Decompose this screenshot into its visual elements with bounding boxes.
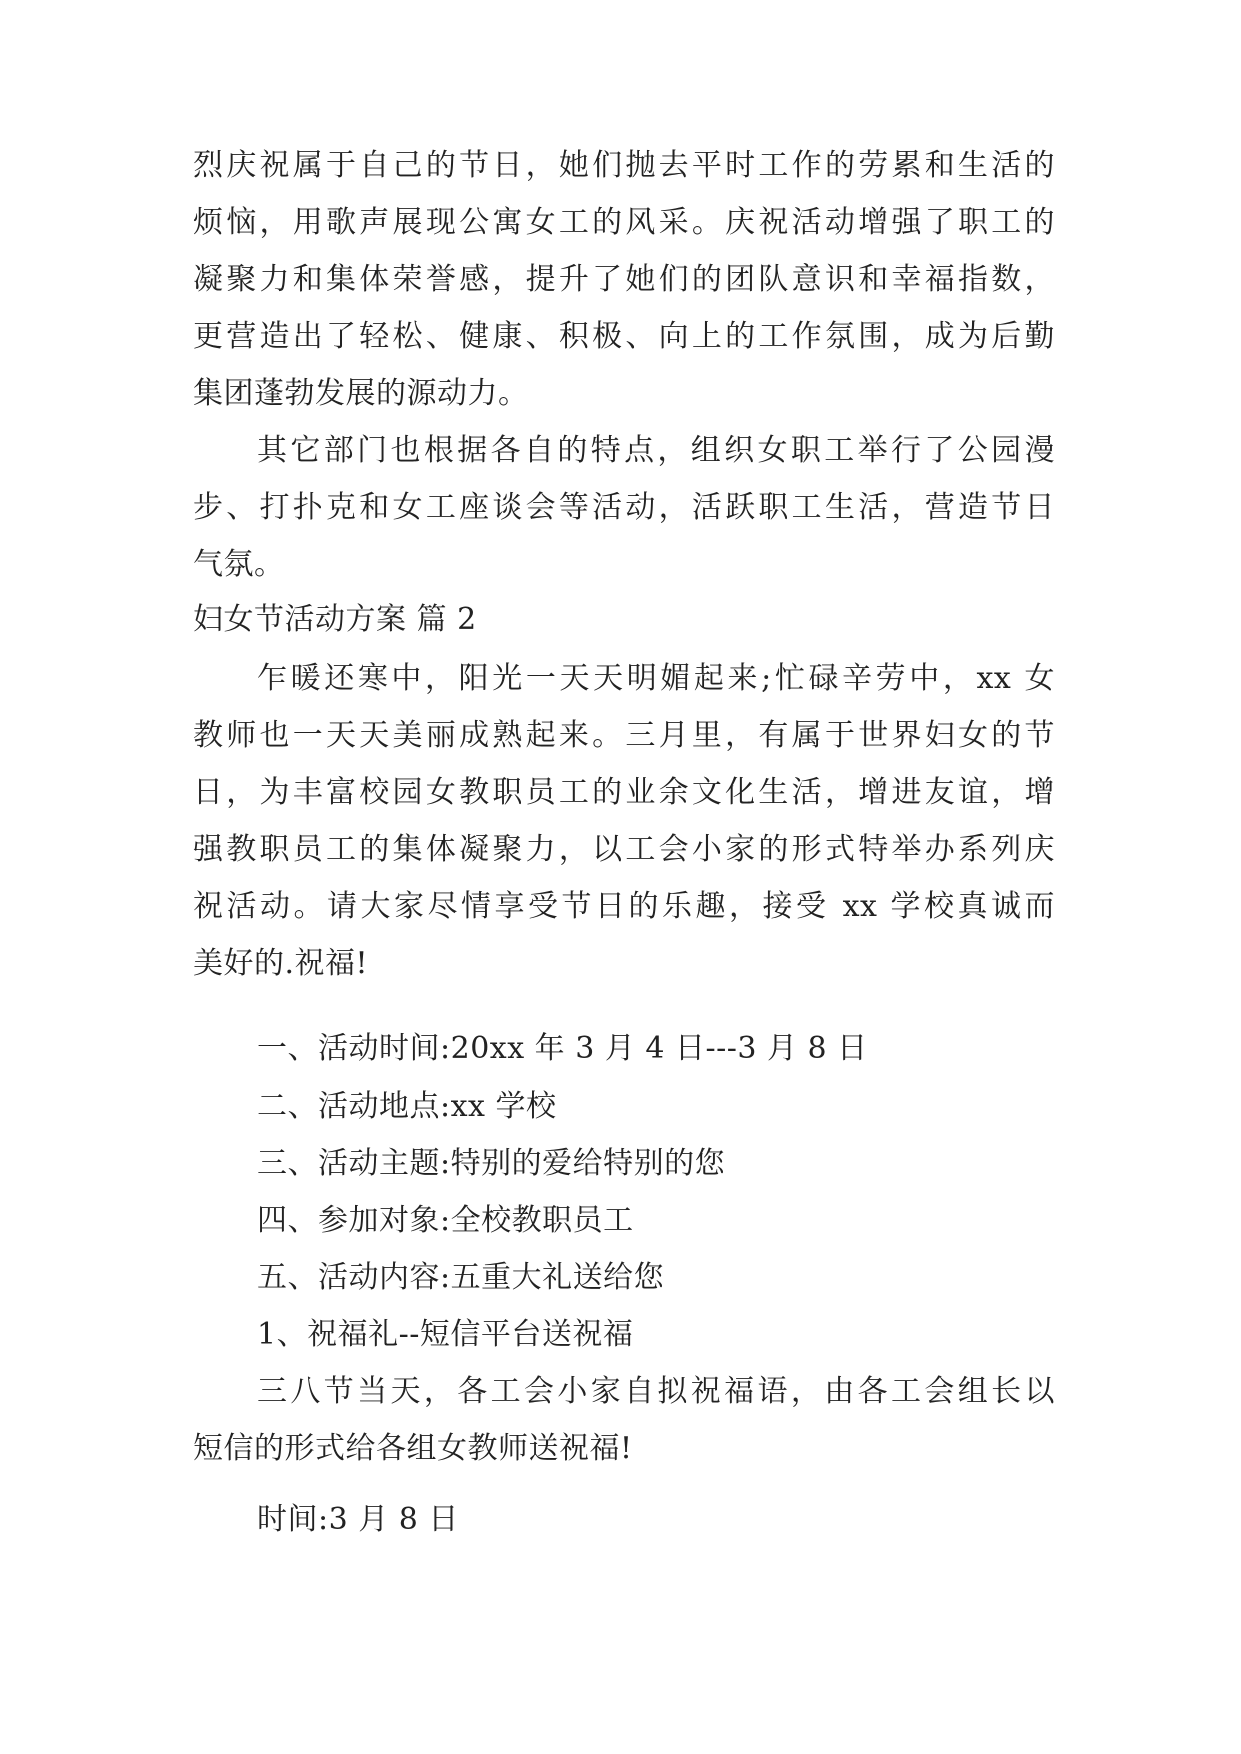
activity-item: 一、活动时间:20xx 年 3 月 4 日---3 月 8 日 xyxy=(257,1031,868,1066)
activity-item: 五、活动内容:五重大礼送给您 xyxy=(257,1260,665,1295)
paragraph-line: 日，为丰富校园女教职员工的业余文化生活，增进友谊，增 xyxy=(193,775,1055,810)
paragraph-line: 教师也一天天美丽成熟起来。三月里，有属于世界妇女的节 xyxy=(193,718,1055,753)
paragraph-line: 气氛。 xyxy=(193,547,285,582)
paragraph-line: 短信的形式给各组女教师送祝福! xyxy=(193,1431,633,1466)
paragraph-line: 祝活动。请大家尽情享受节日的乐趣，接受 xx 学校真诚而 xyxy=(193,889,1055,924)
paragraph-line: 烈庆祝属于自己的节日，她们抛去平时工作的劳累和生活的 xyxy=(193,148,1055,183)
section-title: 妇女节活动方案 篇 2 xyxy=(193,602,477,637)
paragraph-line: 乍暖还寒中，阳光一天天明媚起来;忙碌辛劳中，xx 女 xyxy=(257,661,1055,696)
activity-item: 三、活动主题:特别的爱给特别的您 xyxy=(257,1146,726,1181)
paragraph-line: 更营造出了轻松、健康、积极、向上的工作氛围，成为后勤 xyxy=(193,319,1055,354)
paragraph-line: 凝聚力和集体荣誉感，提升了她们的团队意识和幸福指数， xyxy=(193,262,1055,297)
activity-item: 二、活动地点:xx 学校 xyxy=(257,1089,557,1124)
paragraph-line: 三八节当天，各工会小家自拟祝福语，由各工会组长以 xyxy=(257,1374,1055,1409)
paragraph-line: 强教职员工的集体凝聚力，以工会小家的形式特举办系列庆 xyxy=(193,832,1055,867)
paragraph-line: 美好的.祝福! xyxy=(193,946,369,981)
paragraph-line: 其它部门也根据各自的特点，组织女职工举行了公园漫 xyxy=(257,433,1055,468)
paragraph-line: 集团蓬勃发展的源动力。 xyxy=(193,376,529,411)
paragraph-line: 烦恼，用歌声展现公寓女工的风采。庆祝活动增强了职工的 xyxy=(193,205,1055,240)
activity-item: 四、参加对象:全校教职员工 xyxy=(257,1203,634,1238)
gift-title: 1、祝福礼--短信平台送祝福 xyxy=(257,1317,634,1352)
gift-time: 时间:3 月 8 日 xyxy=(257,1502,459,1537)
paragraph-line: 步、打扑克和女工座谈会等活动，活跃职工生活，营造节日 xyxy=(193,490,1055,525)
